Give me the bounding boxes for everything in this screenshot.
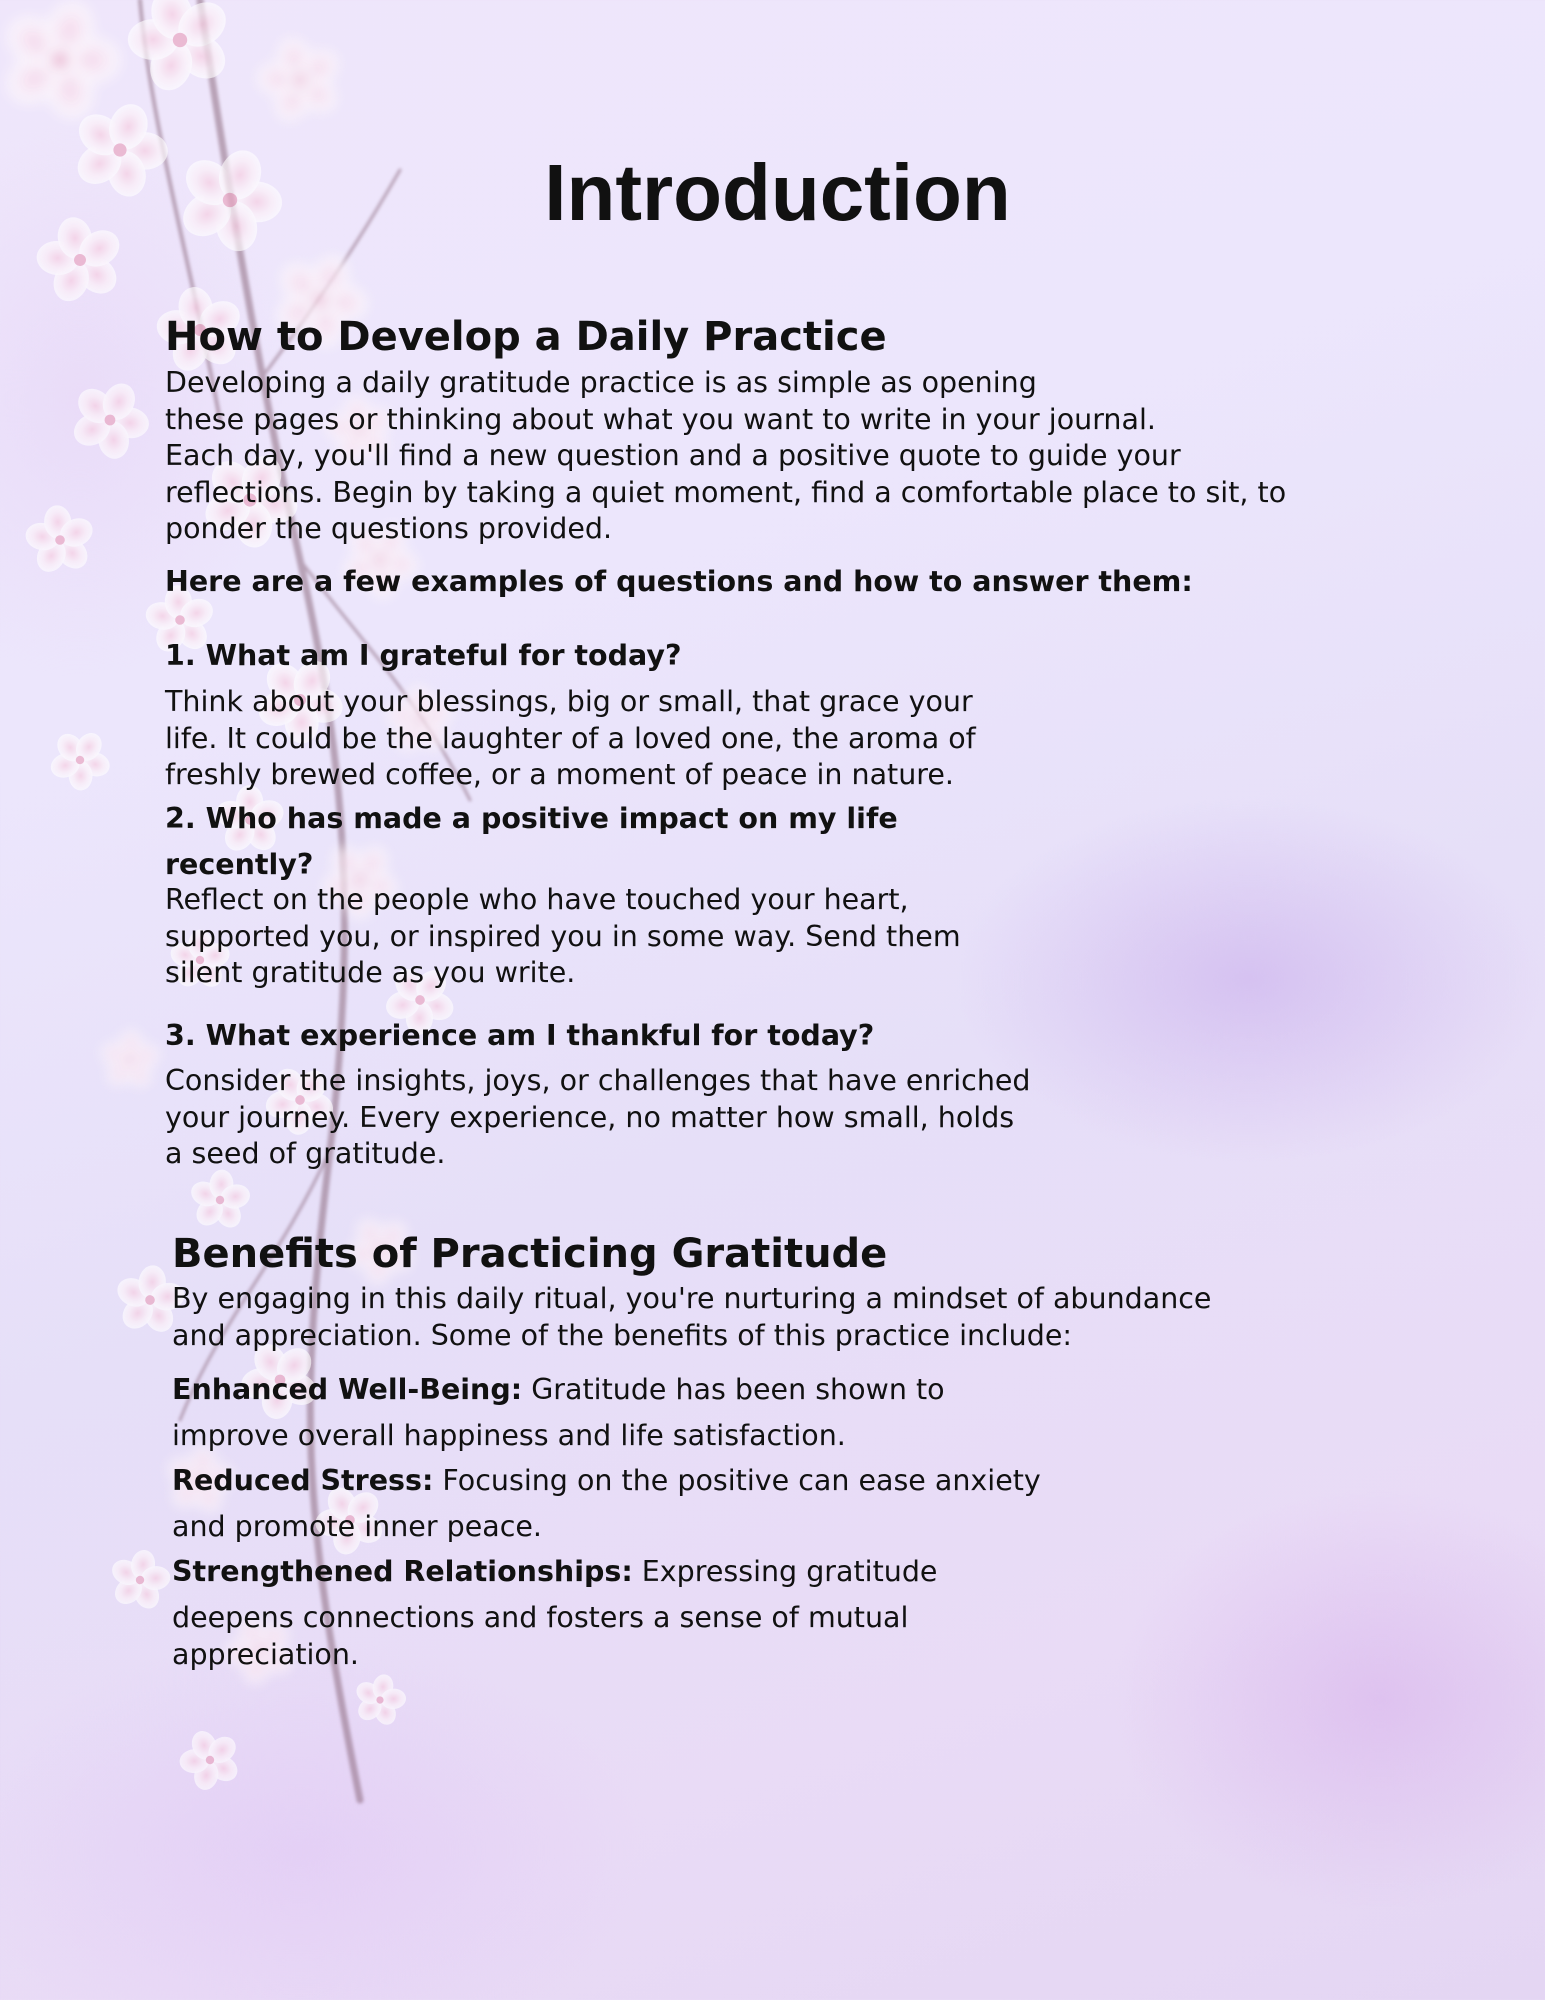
benefits-intro-line: By engaging in this daily ritual, you're nurturing a mindset of abundance [172, 1282, 1212, 1315]
intro-line: ponder the questions provided. [165, 512, 613, 545]
intro-line: Each day, you'll find a new question and a positive quote to guide your [165, 439, 1181, 472]
benefit-relationships [172, 1554, 937, 1591]
question-3: 3. What experience am I thankful for today? [165, 1019, 875, 1052]
answer-3-line: Consider the insights, joys, or challenges that have enriched [165, 1064, 1031, 1097]
answer-2-line: silent gratitude as you write. [165, 956, 576, 989]
intro-line: reflections. Begin by taking a quiet moment, find a comfortable place to sit, to [165, 475, 1287, 509]
section-heading-daily-practice: How to Develop a Daily Practice [165, 314, 887, 360]
page-title: Introduction [544, 148, 1011, 237]
section-heading-benefits: Benefits of Practicing Gratitude [172, 1231, 888, 1277]
benefits-intro-line: and appreciation. Some of the benefits of this practice include: [172, 1318, 1072, 1352]
benefit-well-being [172, 1372, 945, 1409]
benefit-text: Gratitude has been shown to [522, 1373, 945, 1406]
answer-1-line: Think about your blessings, big or small, that grace your [165, 685, 973, 718]
question-2: 2. Who has made a positive impact on my life [165, 802, 898, 835]
question-1: 1. What am I grateful for today? [165, 639, 682, 672]
answer-1-line: freshly brewed coffee, or a moment of peace in nature. [165, 758, 954, 791]
benefit-text-line: and promote inner peace. [172, 1510, 542, 1543]
answer-3-line: a seed of gratitude. [165, 1137, 446, 1170]
question-2-continued: recently? [165, 848, 314, 881]
benefit-text-line: appreciation. [172, 1637, 359, 1671]
benefit-label: Enhanced Well-Being: [172, 1373, 523, 1406]
intro-line: Developing a daily gratitude practice is as simple as opening [165, 366, 1037, 399]
benefit-label: Reduced Stress: [172, 1464, 434, 1497]
benefit-text-line: deepens connections and fosters a sense of mutual [172, 1601, 909, 1634]
benefit-text-line: improve overall happiness and life satisfaction. [172, 1419, 846, 1452]
answer-2-line: Reflect on the people who have touched your heart, [165, 883, 909, 916]
benefit-text: Focusing on the positive can ease anxiety [433, 1464, 1041, 1497]
benefit-reduced-stress [172, 1463, 1041, 1500]
examples-heading: Here are a few examples of questions and how to answer them: [165, 565, 1193, 598]
answer-2-line: supported you, or inspired you in some way. Send them [165, 919, 961, 953]
benefit-label: Strengthened Relationships: [172, 1555, 633, 1588]
answer-3-line: your journey. Every experience, no matter how small, holds [165, 1100, 1015, 1134]
answer-1-line: life. It could be the laughter of a loved one, the aroma of [165, 721, 976, 755]
benefit-text: Expressing gratitude [632, 1555, 938, 1588]
intro-line: these pages or thinking about what you want to write in your journal. [165, 402, 1156, 436]
